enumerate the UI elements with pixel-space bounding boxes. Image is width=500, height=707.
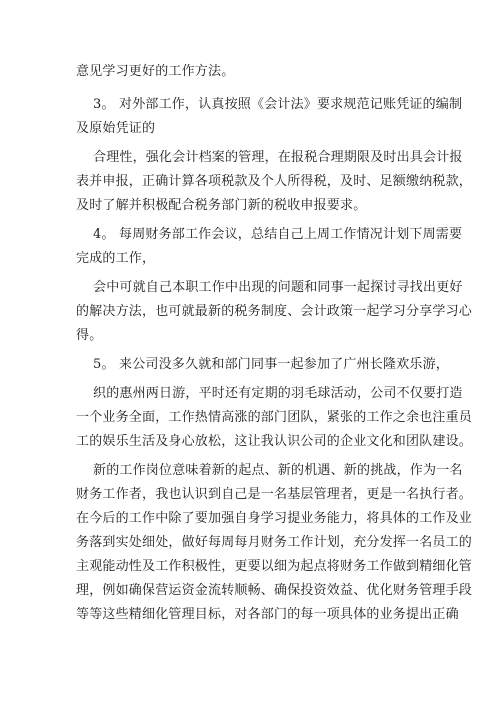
text-line-14: 一个业务全面，工作热情高涨的部门团队，紧张的工作之余也注重员	[76, 410, 473, 425]
text-line-3: 及原始凭证的	[76, 121, 156, 136]
text-line-1: 意见学习更好的工作方法。	[76, 64, 235, 79]
text-line-21: 理，例如确保营运资金流转顺畅、确保投资效益、优化财务管理手段	[76, 583, 473, 598]
text-line-8: 完成的工作，	[76, 251, 156, 266]
text-line-2: 3。 对外部工作，认真按照《会计法》要求规范记账凭证的编制	[93, 97, 463, 112]
text-line-5: 表并申报，正确计算各项税款及个人所得税，及时、足额缴纳税款，	[76, 174, 473, 189]
text-line-13: 织的惠州两日游，平时还有定期的羽毛球活动，公司不仅要打造	[93, 386, 463, 401]
text-line-18: 在今后的工作中除了要加强自身学习提业务能力，将具体的工作及业	[76, 511, 473, 526]
text-line-4: 合理性，强化会计档案的管理，在报税合理期限及时出具会计报	[93, 150, 463, 165]
text-line-15: 工的娱乐生活及身心放松，这让我认识公司的企业文化和团队建设。	[76, 434, 473, 449]
text-line-20: 主观能动性及工作积极性，更要以细为起点将财务工作做到精细化管	[76, 559, 473, 574]
text-line-17: 财务工作者，我也认识到自己是一名基层管理者，更是一名执行者。	[76, 487, 473, 502]
text-line-7: 4。 每周财务部工作会议，总结自己上周工作情况计划下周需要	[93, 227, 463, 242]
text-line-19: 务落到实处细处，做好每周每月财务工作计划，充分发挥一名员工的	[76, 535, 473, 550]
text-line-12: 5。 来公司没多久就和部门同事一起参加了广州长隆欢乐游，	[93, 357, 450, 372]
text-line-11: 得。	[76, 328, 103, 343]
text-line-16: 新的工作岗位意味着新的起点、新的机遇、新的挑战，作为一名	[93, 463, 463, 478]
text-line-6: 及时了解并积极配合税务部门新的税收申报要求。	[76, 198, 367, 213]
text-line-10: 的解决方法，也可就最新的税务制度、会计政策一起学习分享学习心	[76, 304, 473, 319]
text-line-22: 等等这些精细化管理目标，对各部门的每一项具体的业务提出正确	[76, 607, 459, 622]
text-line-9: 会中可就自己本职工作中出现的问题和同事一起探讨寻找出更好	[93, 280, 463, 295]
